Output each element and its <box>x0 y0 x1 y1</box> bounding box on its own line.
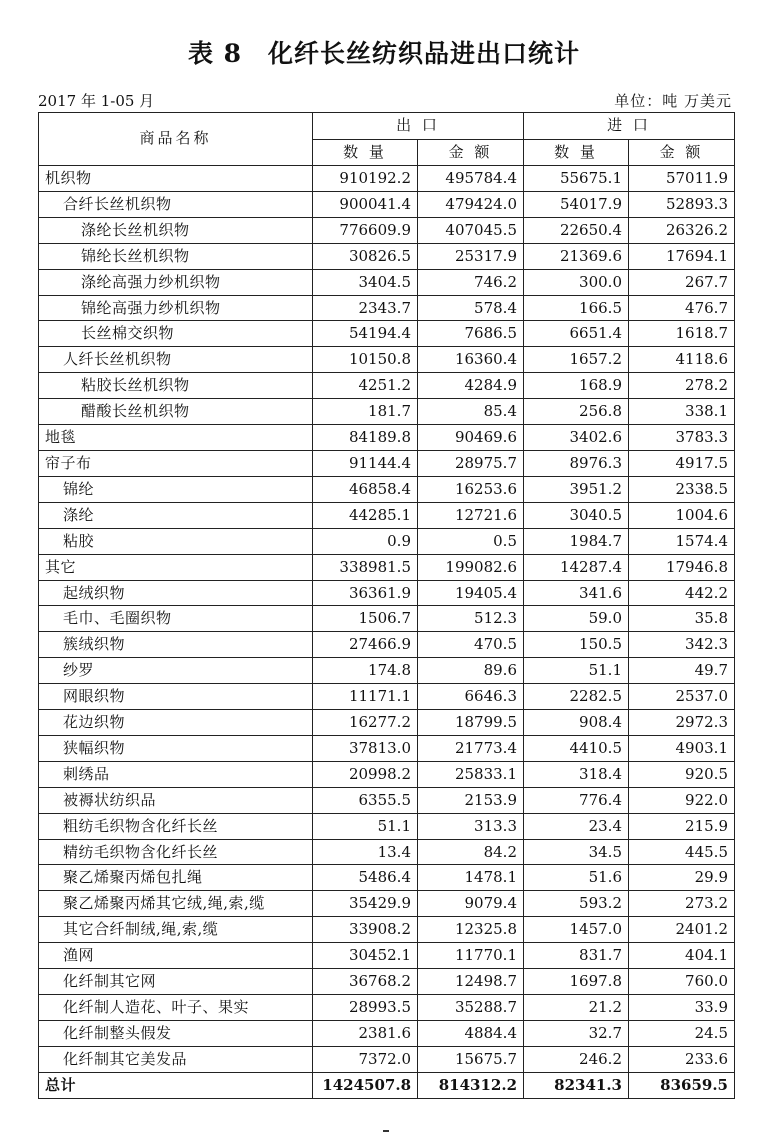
export-qty-cell: 7372.0 <box>313 1046 418 1072</box>
import-qty-cell: 831.7 <box>524 943 629 969</box>
export-qty-cell: 36361.9 <box>313 580 418 606</box>
commodity-name-cell: 纱罗 <box>39 658 313 684</box>
commodity-name-cell: 刺绣品 <box>39 761 313 787</box>
table-row <box>39 399 735 425</box>
import-amount-cell: 442.2 <box>629 580 735 606</box>
import-qty-cell: 1657.2 <box>524 347 629 373</box>
import-amount-cell: 57011.9 <box>629 166 735 192</box>
export-qty-cell: 900041.4 <box>313 191 418 217</box>
import-qty-cell: 150.5 <box>524 632 629 658</box>
export-amount-cell: 28975.7 <box>418 450 524 476</box>
export-qty-cell: 20998.2 <box>313 761 418 787</box>
export-amount-cell: 2153.9 <box>418 787 524 813</box>
table-row <box>39 787 735 813</box>
export-amount-cell: 11770.1 <box>418 943 524 969</box>
export-amount-cell: 85.4 <box>418 399 524 425</box>
import-qty-cell: 34.5 <box>524 839 629 865</box>
commodity-name-cell: 聚乙烯聚丙烯包扎绳 <box>39 865 313 891</box>
import-amount-cell: 17946.8 <box>629 554 735 580</box>
import-amount-cell: 2537.0 <box>629 684 735 710</box>
export-amount-cell: 495784.4 <box>418 166 524 192</box>
commodity-name-cell: 其它合纤制绒,绳,索,缆 <box>39 917 313 943</box>
import-amount-cell: 24.5 <box>629 1020 735 1046</box>
export-qty-cell: 33908.2 <box>313 917 418 943</box>
export-amount-cell: 18799.5 <box>418 710 524 736</box>
import-qty-cell: 1697.8 <box>524 969 629 995</box>
export-amount-cell: 16253.6 <box>418 476 524 502</box>
table-row <box>39 1046 735 1072</box>
commodity-name-cell: 粗纺毛织物含化纤长丝 <box>39 813 313 839</box>
commodity-name-cell: 合纤长丝机织物 <box>39 191 313 217</box>
export-amount-cell: 16360.4 <box>418 347 524 373</box>
commodity-name-cell: 粘胶 <box>39 528 313 554</box>
export-amount-cell: 313.3 <box>418 813 524 839</box>
export-qty-cell: 37813.0 <box>313 735 418 761</box>
export-qty-cell: 5486.4 <box>313 865 418 891</box>
export-amount-cell: 12325.8 <box>418 917 524 943</box>
import-amount-cell: 760.0 <box>629 969 735 995</box>
table-row <box>39 476 735 502</box>
table-row <box>39 943 735 969</box>
total-export-amount: 814312.2 <box>418 1072 524 1098</box>
import-amount-cell: 49.7 <box>629 658 735 684</box>
table-row <box>39 606 735 632</box>
export-qty-cell: 16277.2 <box>313 710 418 736</box>
table-meta <box>38 90 734 110</box>
export-qty-cell: 174.8 <box>313 658 418 684</box>
trade-stats-table <box>38 112 735 1099</box>
export-amount-cell: 578.4 <box>418 295 524 321</box>
commodity-name-cell: 狭幅织物 <box>39 735 313 761</box>
export-qty-cell: 84189.8 <box>313 425 418 451</box>
import-qty-cell: 6651.4 <box>524 321 629 347</box>
import-amount-cell: 920.5 <box>629 761 735 787</box>
export-amount-cell: 90469.6 <box>418 425 524 451</box>
header-row-top <box>39 113 735 140</box>
table-row <box>39 735 735 761</box>
import-qty-cell: 22650.4 <box>524 217 629 243</box>
export-amount-cell: 89.6 <box>418 658 524 684</box>
table-row <box>39 191 735 217</box>
commodity-name-cell: 人纤长丝机织物 <box>39 347 313 373</box>
export-qty-cell: 2343.7 <box>313 295 418 321</box>
export-qty-cell: 10150.8 <box>313 347 418 373</box>
export-amount-cell: 6646.3 <box>418 684 524 710</box>
commodity-name-cell: 粘胶长丝机织物 <box>39 373 313 399</box>
header-export: 出 口 <box>313 113 524 140</box>
export-amount-cell: 512.3 <box>418 606 524 632</box>
total-row <box>39 1072 735 1098</box>
export-amount-cell: 1478.1 <box>418 865 524 891</box>
import-qty-cell: 23.4 <box>524 813 629 839</box>
table-row <box>39 865 735 891</box>
import-qty-cell: 593.2 <box>524 891 629 917</box>
export-qty-cell: 27466.9 <box>313 632 418 658</box>
import-qty-cell: 1984.7 <box>524 528 629 554</box>
header-export-amount: 金 额 <box>418 139 524 166</box>
export-qty-cell: 11171.1 <box>313 684 418 710</box>
total-import-amount: 83659.5 <box>629 1072 735 1098</box>
table-row <box>39 580 735 606</box>
commodity-name-cell: 醋酸长丝机织物 <box>39 399 313 425</box>
header-import-qty: 数 量 <box>524 139 629 166</box>
import-amount-cell: 29.9 <box>629 865 735 891</box>
import-qty-cell: 3402.6 <box>524 425 629 451</box>
import-qty-cell: 3951.2 <box>524 476 629 502</box>
commodity-name-cell: 机织物 <box>39 166 313 192</box>
export-amount-cell: 25317.9 <box>418 243 524 269</box>
table-row <box>39 450 735 476</box>
export-amount-cell: 12498.7 <box>418 969 524 995</box>
import-qty-cell: 51.6 <box>524 865 629 891</box>
export-amount-cell: 470.5 <box>418 632 524 658</box>
export-amount-cell: 21773.4 <box>418 735 524 761</box>
import-amount-cell: 1004.6 <box>629 502 735 528</box>
import-qty-cell: 59.0 <box>524 606 629 632</box>
table-row <box>39 425 735 451</box>
table-row <box>39 917 735 943</box>
commodity-name-cell: 簇绒织物 <box>39 632 313 658</box>
import-qty-cell: 776.4 <box>524 787 629 813</box>
commodity-name-cell: 化纤制其它网 <box>39 969 313 995</box>
header-commodity-name: 商品名称 <box>39 113 313 166</box>
export-amount-cell: 19405.4 <box>418 580 524 606</box>
import-amount-cell: 4917.5 <box>629 450 735 476</box>
table-row <box>39 243 735 269</box>
import-qty-cell: 300.0 <box>524 269 629 295</box>
import-qty-cell: 341.6 <box>524 580 629 606</box>
export-amount-cell: 0.5 <box>418 528 524 554</box>
import-qty-cell: 3040.5 <box>524 502 629 528</box>
import-amount-cell: 4903.1 <box>629 735 735 761</box>
table-body <box>39 166 735 1073</box>
commodity-name-cell: 化纤制整头假发 <box>39 1020 313 1046</box>
export-qty-cell: 36768.2 <box>313 969 418 995</box>
export-amount-cell: 9079.4 <box>418 891 524 917</box>
table-row <box>39 969 735 995</box>
import-qty-cell: 51.1 <box>524 658 629 684</box>
import-amount-cell: 3783.3 <box>629 425 735 451</box>
table-row <box>39 761 735 787</box>
table-row <box>39 502 735 528</box>
export-qty-cell: 2381.6 <box>313 1020 418 1046</box>
total-export-qty: 1424507.8 <box>313 1072 418 1098</box>
commodity-name-cell: 涤纶 <box>39 502 313 528</box>
import-amount-cell: 1618.7 <box>629 321 735 347</box>
table-row <box>39 373 735 399</box>
import-amount-cell: 215.9 <box>629 813 735 839</box>
commodity-name-cell: 锦纶长丝机织物 <box>39 243 313 269</box>
export-amount-cell: 7686.5 <box>418 321 524 347</box>
table-row <box>39 891 735 917</box>
commodity-name-cell: 长丝棉交织物 <box>39 321 313 347</box>
import-qty-cell: 14287.4 <box>524 554 629 580</box>
import-amount-cell: 338.1 <box>629 399 735 425</box>
import-amount-cell: 476.7 <box>629 295 735 321</box>
export-qty-cell: 51.1 <box>313 813 418 839</box>
import-qty-cell: 318.4 <box>524 761 629 787</box>
import-amount-cell: 233.6 <box>629 1046 735 1072</box>
table-row <box>39 528 735 554</box>
commodity-name-cell: 化纤制其它美发品 <box>39 1046 313 1072</box>
commodity-name-cell: 锦纶 <box>39 476 313 502</box>
export-amount-cell: 199082.6 <box>418 554 524 580</box>
commodity-name-cell: 涤纶长丝机织物 <box>39 217 313 243</box>
table-row <box>39 1020 735 1046</box>
table-row <box>39 658 735 684</box>
commodity-name-cell: 花边织物 <box>39 710 313 736</box>
table-row <box>39 295 735 321</box>
export-qty-cell: 35429.9 <box>313 891 418 917</box>
commodity-name-cell: 涤纶高强力纱机织物 <box>39 269 313 295</box>
export-amount-cell: 25833.1 <box>418 761 524 787</box>
export-qty-cell: 1506.7 <box>313 606 418 632</box>
import-amount-cell: 445.5 <box>629 839 735 865</box>
table-row <box>39 995 735 1021</box>
import-qty-cell: 908.4 <box>524 710 629 736</box>
commodity-name-cell: 地毯 <box>39 425 313 451</box>
import-qty-cell: 256.8 <box>524 399 629 425</box>
import-amount-cell: 1574.4 <box>629 528 735 554</box>
export-amount-cell: 4884.4 <box>418 1020 524 1046</box>
table-row <box>39 710 735 736</box>
table-row <box>39 839 735 865</box>
header-import-amount: 金 额 <box>629 139 735 166</box>
export-qty-cell: 4251.2 <box>313 373 418 399</box>
commodity-name-cell: 聚乙烯聚丙烯其它绒,绳,索,缆 <box>39 891 313 917</box>
import-amount-cell: 33.9 <box>629 995 735 1021</box>
commodity-name-cell: 化纤制人造花、叶子、果实 <box>39 995 313 1021</box>
import-amount-cell: 4118.6 <box>629 347 735 373</box>
unit-label: 单位：吨 万美元 <box>614 92 732 110</box>
page-title: 表 8 化纤长丝纺织品进出口统计 <box>187 39 581 68</box>
import-amount-cell: 922.0 <box>629 787 735 813</box>
export-qty-cell: 46858.4 <box>313 476 418 502</box>
page-marker <box>383 1130 389 1132</box>
import-qty-cell: 21369.6 <box>524 243 629 269</box>
import-qty-cell: 21.2 <box>524 995 629 1021</box>
import-amount-cell: 267.7 <box>629 269 735 295</box>
import-qty-cell: 2282.5 <box>524 684 629 710</box>
commodity-name-cell: 其它 <box>39 554 313 580</box>
import-qty-cell: 4410.5 <box>524 735 629 761</box>
export-qty-cell: 13.4 <box>313 839 418 865</box>
export-qty-cell: 338981.5 <box>313 554 418 580</box>
table-row <box>39 166 735 192</box>
export-amount-cell: 35288.7 <box>418 995 524 1021</box>
commodity-name-cell: 锦纶高强力纱机织物 <box>39 295 313 321</box>
import-amount-cell: 52893.3 <box>629 191 735 217</box>
export-qty-cell: 30452.1 <box>313 943 418 969</box>
total-label: 总计 <box>39 1072 313 1098</box>
table-row <box>39 217 735 243</box>
export-qty-cell: 910192.2 <box>313 166 418 192</box>
import-amount-cell: 273.2 <box>629 891 735 917</box>
import-amount-cell: 2338.5 <box>629 476 735 502</box>
table-row <box>39 684 735 710</box>
export-amount-cell: 84.2 <box>418 839 524 865</box>
total-import-qty: 82341.3 <box>524 1072 629 1098</box>
export-qty-cell: 30826.5 <box>313 243 418 269</box>
export-amount-cell: 407045.5 <box>418 217 524 243</box>
import-qty-cell: 32.7 <box>524 1020 629 1046</box>
commodity-name-cell: 精纺毛织物含化纤长丝 <box>39 839 313 865</box>
export-qty-cell: 0.9 <box>313 528 418 554</box>
commodity-name-cell: 网眼织物 <box>39 684 313 710</box>
export-qty-cell: 6355.5 <box>313 787 418 813</box>
import-qty-cell: 54017.9 <box>524 191 629 217</box>
export-amount-cell: 15675.7 <box>418 1046 524 1072</box>
import-qty-cell: 8976.3 <box>524 450 629 476</box>
period-label: 2017 年 1-05 月 <box>38 92 155 110</box>
table-row <box>39 347 735 373</box>
import-amount-cell: 26326.2 <box>629 217 735 243</box>
export-qty-cell: 54194.4 <box>313 321 418 347</box>
header-export-qty: 数 量 <box>313 139 418 166</box>
export-qty-cell: 91144.4 <box>313 450 418 476</box>
export-qty-cell: 28993.5 <box>313 995 418 1021</box>
commodity-name-cell: 起绒织物 <box>39 580 313 606</box>
table-row <box>39 554 735 580</box>
import-amount-cell: 2972.3 <box>629 710 735 736</box>
import-amount-cell: 17694.1 <box>629 243 735 269</box>
header-import: 进 口 <box>524 113 735 140</box>
export-amount-cell: 4284.9 <box>418 373 524 399</box>
table-row <box>39 813 735 839</box>
commodity-name-cell: 被褥状纺织品 <box>39 787 313 813</box>
import-amount-cell: 404.1 <box>629 943 735 969</box>
export-qty-cell: 181.7 <box>313 399 418 425</box>
export-amount-cell: 12721.6 <box>418 502 524 528</box>
export-qty-cell: 3404.5 <box>313 269 418 295</box>
commodity-name-cell: 帘子布 <box>39 450 313 476</box>
commodity-name-cell: 毛巾、毛圈织物 <box>39 606 313 632</box>
import-qty-cell: 1457.0 <box>524 917 629 943</box>
export-amount-cell: 479424.0 <box>418 191 524 217</box>
import-amount-cell: 278.2 <box>629 373 735 399</box>
import-qty-cell: 246.2 <box>524 1046 629 1072</box>
import-amount-cell: 342.3 <box>629 632 735 658</box>
import-qty-cell: 166.5 <box>524 295 629 321</box>
import-qty-cell: 168.9 <box>524 373 629 399</box>
commodity-name-cell: 渔网 <box>39 943 313 969</box>
export-amount-cell: 746.2 <box>418 269 524 295</box>
import-qty-cell: 55675.1 <box>524 166 629 192</box>
table-row <box>39 632 735 658</box>
export-qty-cell: 776609.9 <box>313 217 418 243</box>
import-amount-cell: 35.8 <box>629 606 735 632</box>
import-amount-cell: 2401.2 <box>629 917 735 943</box>
table-row <box>39 321 735 347</box>
table-row <box>39 269 735 295</box>
export-qty-cell: 44285.1 <box>313 502 418 528</box>
